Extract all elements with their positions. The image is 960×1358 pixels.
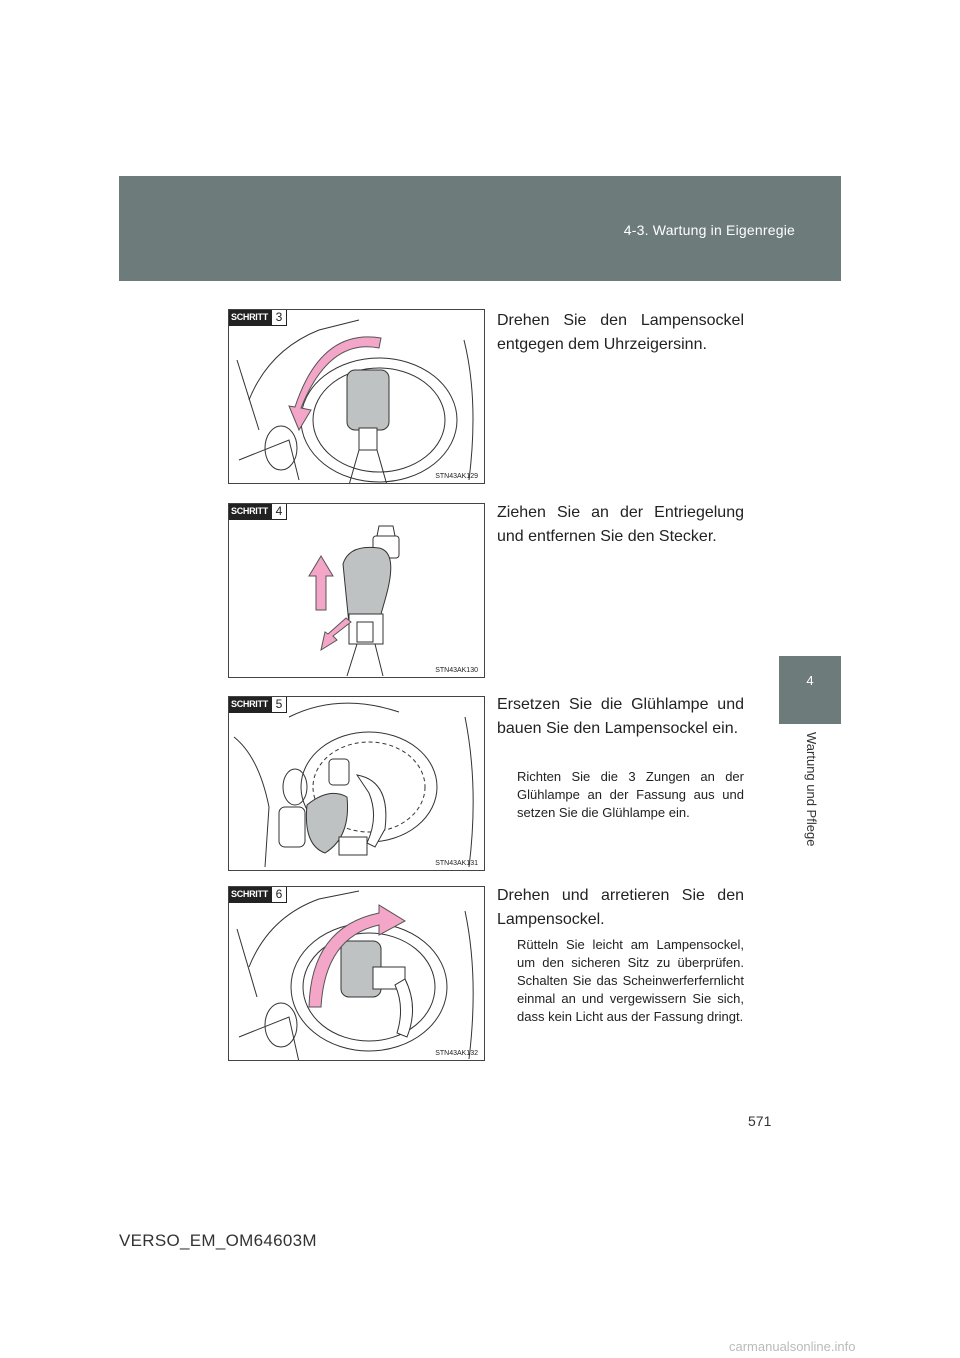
image-code: STN43AK132 xyxy=(435,1050,478,1057)
chapter-side-label xyxy=(779,724,841,874)
image-code: STN43AK131 xyxy=(435,860,478,867)
page-number: 571 xyxy=(748,1113,772,1129)
step-6-illustration xyxy=(228,886,485,1061)
step-5-instruction: Ersetzen Sie die Glühlampe und bauen Sie den Lampensockel ein. xyxy=(497,696,744,737)
step-badge: SCHRITT 5 xyxy=(228,696,287,713)
step-5-note: Richten Sie die 3 Zungen an der Glühlampe an der Fassung aus und setzen Sie die Glühlampe ein. xyxy=(517,769,744,820)
step-4-instruction: Ziehen Sie an der Entriegelung und entfernen Sie den Stecker. xyxy=(497,504,744,545)
step-6-note: Rütteln Sie leicht am Lampensockel, um den sicheren Sitz zu überprüfen. Schalten Sie das Scheinwerferfernlicht einmal an und vergewissern Sie sich, dass kein Licht aus der Fassung dringt. xyxy=(517,937,744,1024)
bulb-install-drawing xyxy=(229,697,485,871)
image-code: STN43AK129 xyxy=(435,473,478,480)
step-badge: SCHRITT 6 xyxy=(228,886,287,903)
step-badge: SCHRITT 3 xyxy=(228,309,287,326)
bulb-rotate-ccw-drawing xyxy=(229,310,485,484)
step-5-illustration xyxy=(228,696,485,871)
step-3-illustration xyxy=(228,309,485,484)
watermark: carmanualsonline.info xyxy=(729,1339,856,1354)
chapter-label: Wartung und Pflege xyxy=(804,732,819,847)
step-6-instruction: Drehen und arretieren Sie den Lampensockel. xyxy=(497,887,744,928)
step-badge: SCHRITT 4 xyxy=(228,503,287,520)
chapter-tab xyxy=(779,656,841,724)
document-id: VERSO_EM_OM64603M xyxy=(119,1231,317,1250)
section-header xyxy=(119,176,841,281)
section-title: 4-3. Wartung in Eigenregie xyxy=(623,222,795,238)
step-4-illustration xyxy=(228,503,485,678)
step-3-instruction: Drehen Sie den Lampensockel entgegen dem Uhrzeigersinn. xyxy=(497,312,744,353)
image-code: STN43AK130 xyxy=(435,667,478,674)
bulb-rotate-lock-drawing xyxy=(229,887,485,1061)
connector-release-drawing xyxy=(229,504,485,678)
chapter-number: 4 xyxy=(806,673,814,688)
